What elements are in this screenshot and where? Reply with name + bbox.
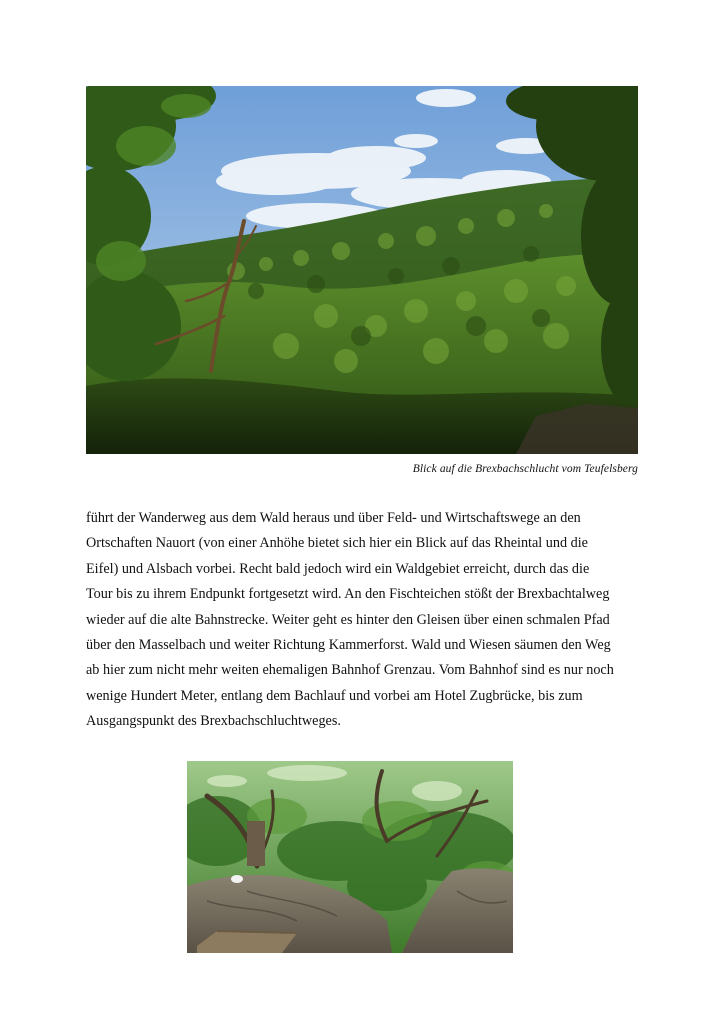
paragraph-line: Eifel) und Alsbach vorbei. Recht bald jedoch wird ein Waldgebiet erreicht, durch das die xyxy=(86,560,590,577)
body-paragraph xyxy=(86,506,646,735)
rock-outcrop-photo-drawing xyxy=(187,761,513,953)
gorge-photo xyxy=(86,86,638,454)
rock-outcrop-photo xyxy=(187,761,513,953)
paragraph-line: über den Masselbach und weiter Richtung Kammerforst. Wald und Wiesen säumen den Weg xyxy=(86,637,611,654)
photo-caption: Blick auf die Brexbachschlucht vom Teufelsberg xyxy=(412,463,638,475)
paragraph-line: Ortschaften Nauort (von einer Anhöhe bietet sich hier ein Blick auf das Rheintal und die xyxy=(86,535,588,552)
paragraph-line: ab hier zum nicht mehr weiten ehemaligen Bahnhof Grenzau. Vom Bahnhof sind es nur noch xyxy=(86,662,614,679)
paragraph-line: Tour bis zu ihrem Endpunkt fortgesetzt wird. An den Fischteichen stößt der Brexbachtalweg xyxy=(86,586,610,603)
paragraph-line: führt der Wanderweg aus dem Wald heraus und über Feld- und Wirtschaftswege an den xyxy=(86,510,581,526)
gorge-photo-drawing xyxy=(86,86,638,454)
paragraph-line: wenige Hundert Meter, entlang dem Bachlauf und vorbei am Hotel Zugbrücke, bis zum xyxy=(86,687,583,704)
paragraph-line: wieder auf die alte Bahnstrecke. Weiter geht es hinter den Gleisen über einen schmalen Pfad xyxy=(86,611,610,628)
paragraph-line: Ausgangspunkt des Brexbachschluchtweges. xyxy=(86,713,341,730)
